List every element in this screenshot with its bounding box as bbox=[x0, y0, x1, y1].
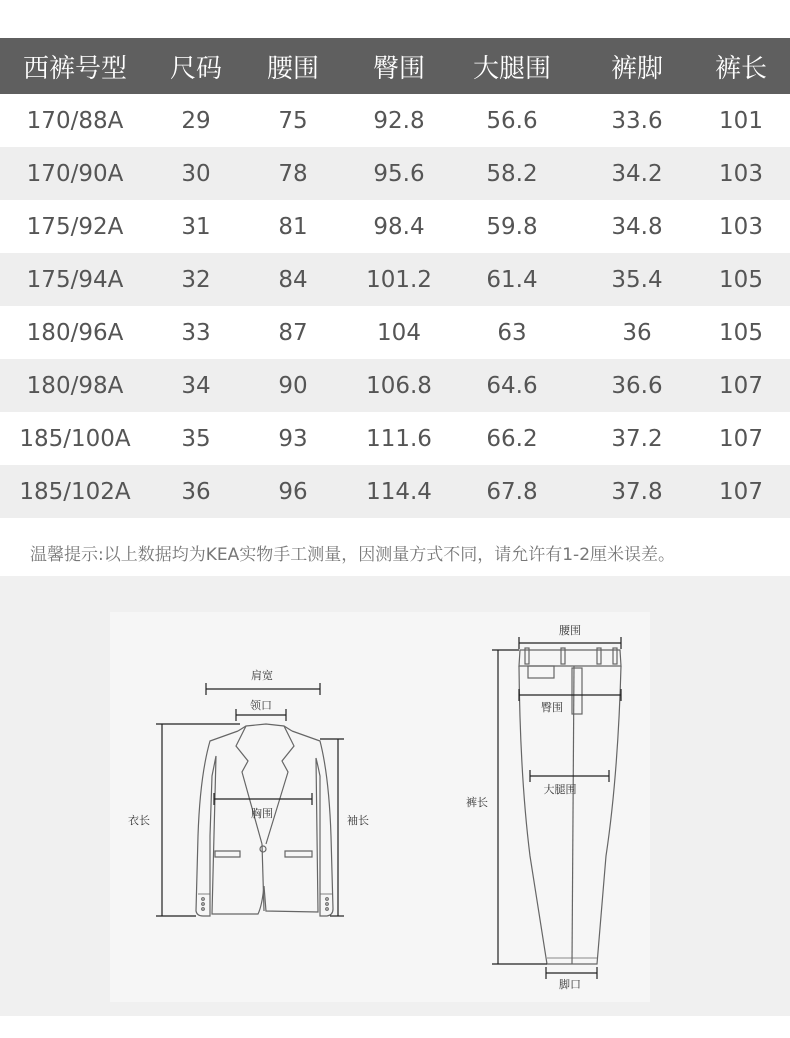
cell: 96 bbox=[278, 478, 308, 505]
body-length-label: 衣长 bbox=[128, 814, 150, 827]
cell: 103 bbox=[719, 213, 763, 240]
table-row bbox=[0, 200, 790, 253]
header-cell-style: 西裤号型 bbox=[22, 53, 128, 84]
measurement-note bbox=[0, 524, 790, 576]
cell: 107 bbox=[719, 425, 763, 452]
cell: 34.2 bbox=[611, 160, 663, 187]
cell: 93 bbox=[278, 425, 308, 452]
cell: 35 bbox=[181, 425, 211, 452]
cell: 34 bbox=[181, 372, 211, 399]
cell: 32 bbox=[181, 266, 211, 293]
cell: 180/98A bbox=[26, 372, 124, 399]
shoulder-label: 肩宽 bbox=[251, 669, 273, 682]
measurement-diagram-panel bbox=[0, 576, 790, 1016]
chest-label: 胸围 bbox=[251, 807, 273, 820]
cell: 104 bbox=[377, 319, 421, 346]
cell: 81 bbox=[278, 213, 308, 240]
cell: 98.4 bbox=[373, 213, 425, 240]
header-cell-size: 尺码 bbox=[169, 53, 223, 84]
cell: 92.8 bbox=[373, 107, 425, 134]
header-cell-thigh: 大腿围 bbox=[472, 53, 552, 84]
cell: 105 bbox=[719, 319, 763, 346]
sleeve-length-label: 袖长 bbox=[347, 814, 369, 827]
cell: 33.6 bbox=[611, 107, 663, 134]
trouser-length-label: 裤长 bbox=[466, 796, 488, 809]
cell: 56.6 bbox=[486, 107, 538, 134]
cell: 35.4 bbox=[611, 266, 663, 293]
cell: 185/102A bbox=[19, 478, 131, 505]
header-cell-hem: 裤脚 bbox=[610, 53, 664, 84]
size-table bbox=[0, 38, 790, 518]
cell: 170/90A bbox=[26, 160, 124, 187]
cell: 63 bbox=[497, 319, 527, 346]
cell: 95.6 bbox=[373, 160, 425, 187]
cell: 84 bbox=[278, 266, 308, 293]
cell: 61.4 bbox=[486, 266, 538, 293]
table-row bbox=[0, 412, 790, 465]
cell: 34.8 bbox=[611, 213, 663, 240]
cell: 36 bbox=[622, 319, 652, 346]
waist-label: 腰围 bbox=[559, 624, 581, 637]
thigh-label: 大腿围 bbox=[543, 783, 577, 796]
cell: 90 bbox=[278, 372, 308, 399]
cell: 175/92A bbox=[26, 213, 124, 240]
cell: 37.8 bbox=[611, 478, 663, 505]
cell: 33 bbox=[181, 319, 211, 346]
note-text: 温馨提示:以上数据均为KEA实物手工测量，因测量方式不同，请允许有1-2厘米误差。 bbox=[30, 545, 676, 565]
cell: 106.8 bbox=[366, 372, 432, 399]
cell: 175/94A bbox=[26, 266, 124, 293]
header-cell-hip: 臀围 bbox=[372, 53, 426, 84]
table-row bbox=[0, 359, 790, 412]
cell: 36 bbox=[181, 478, 211, 505]
cell: 29 bbox=[181, 107, 211, 134]
cell: 67.8 bbox=[486, 478, 538, 505]
cell: 36.6 bbox=[611, 372, 663, 399]
table-row bbox=[0, 94, 790, 147]
table-row bbox=[0, 306, 790, 359]
cell: 180/96A bbox=[26, 319, 124, 346]
cell: 105 bbox=[719, 266, 763, 293]
cell: 114.4 bbox=[366, 478, 432, 505]
table-row bbox=[0, 465, 790, 518]
cell: 78 bbox=[278, 160, 308, 187]
cell: 31 bbox=[181, 213, 211, 240]
collar-label: 领口 bbox=[250, 699, 272, 712]
diagram-background bbox=[110, 612, 650, 1002]
cell: 185/100A bbox=[19, 425, 131, 452]
cell: 87 bbox=[278, 319, 308, 346]
hem-label: 脚口 bbox=[559, 978, 581, 991]
cell: 64.6 bbox=[486, 372, 538, 399]
table-header bbox=[0, 38, 790, 94]
table-row bbox=[0, 253, 790, 306]
header-cell-length: 裤长 bbox=[714, 53, 768, 84]
cell: 101 bbox=[719, 107, 763, 134]
cell: 103 bbox=[719, 160, 763, 187]
header-cell-waist: 腰围 bbox=[266, 53, 320, 84]
cell: 66.2 bbox=[486, 425, 538, 452]
cell: 59.8 bbox=[486, 213, 538, 240]
cell: 30 bbox=[181, 160, 211, 187]
cell: 107 bbox=[719, 478, 763, 505]
cell: 107 bbox=[719, 372, 763, 399]
cell: 170/88A bbox=[26, 107, 124, 134]
hip-label: 臀围 bbox=[541, 701, 563, 714]
measurement-diagram bbox=[0, 576, 790, 1016]
cell: 75 bbox=[278, 107, 308, 134]
cell: 111.6 bbox=[366, 425, 432, 452]
cell: 101.2 bbox=[366, 266, 432, 293]
table-row bbox=[0, 147, 790, 200]
cell: 37.2 bbox=[611, 425, 663, 452]
cell: 58.2 bbox=[486, 160, 538, 187]
